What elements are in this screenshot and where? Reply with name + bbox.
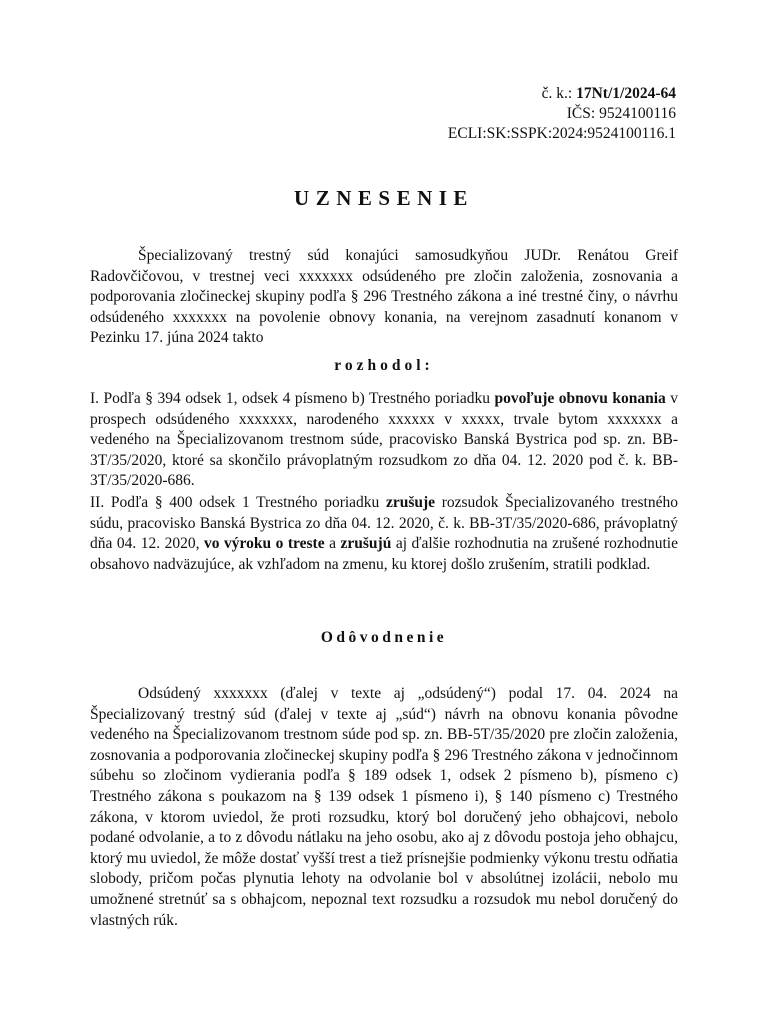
point1-text-a: I. Podľa § 394 odsek 1, odsek 4 písmeno b) Trestného poriadku	[90, 390, 495, 407]
decision-point-1	[90, 389, 678, 492]
point2-bold-a: zrušuje	[385, 494, 436, 511]
case-number: 17Nt/1/2024-64	[576, 85, 676, 102]
point1-text-b: v prospech odsúdeného xxxxxxx, narodeného xxxxxx v xxxxx, trvale bytom xxxxxxx a vedeného na Špecializovanom trestnom súde, pracovisko Banská Bystrica pod sp. zn. BB-3T/35/2020, ktoré sa skončilo právoplatným rozsudkom zo dňa 04. 12. 2020 pod č. k. BB-3T/35/2020-686.	[90, 390, 679, 490]
reasoning-paragraph: Odsúdený xxxxxxx (ďalej v texte aj „odsúdený“) podal 17. 04. 2024 na Špecializovaný trestný súd (ďalej v texte aj „súd“) návrh na obnovu konania pôvodne vedeného na Špecializovanom trestnom súde pod sp. zn. BB-5T/35/2020 pre zločin založenia, zosnovania a podporovania zločineckej skupiny podľa § 296 Trestného zákona v jednočinnom súbehu so zločinom vydierania podľa § 189 odsek 1, odsek 2 písmeno b), písmeno c) Trestného zákona s poukazom na § 139 odsek 1 písmeno i), § 140 písmeno c) Trestného zákona, v ktorom uviedol, že proti rozsudku, ktorý bol doručený jeho obhajcovi, nebolo podané odvolanie, a to z dôvodu nátlaku na jeho osobu, ako aj z dôvodu postoja jeho obhajcu, ktorý mu uviedol, že môže dostať vyšší trest a tiež prísnejšie podmienky výkonu trestu odňatia slobody, pričom počas plynutia lehoty na odvolanie bol v absolútnej izolácii, nebolo mu umožnené stretnúť sa s obhajcom, nepoznal text rozsudku a rozsudok mu nebol doručený do vlastných rúk.	[90, 685, 678, 929]
reasoning-heading: Odôvodnenie	[320, 629, 448, 646]
document-title: UZNESENIE	[294, 186, 474, 210]
point2-bold-b: vo výroku o treste	[204, 535, 325, 553]
decision-heading: rozhodol:	[334, 357, 434, 374]
point1-bold-a: povoľuje obnovu konania	[494, 390, 666, 407]
point2-bold-c: zrušujú	[340, 535, 392, 553]
case-number-label: č. k.:	[541, 85, 573, 102]
case-number-line	[448, 84, 676, 104]
point2-text-a: II. Podľa § 400 odsek 1 Trestného poriadku	[90, 494, 386, 511]
point2-text-d: aj ďalšie rozhodnutia na zrušené rozhodnutie obsahovo nadväzujúce, ak vzhľadom na zmenu, ku ktorej došlo zrušením, stratili podklad.	[90, 535, 678, 573]
decision-point-2	[90, 493, 678, 575]
ics-number: IČS: 9524100116	[566, 105, 676, 122]
case-reference-block	[448, 84, 676, 144]
point2-text-c: a	[324, 535, 341, 553]
intro-paragraph: Špecializovaný trestný súd konajúci samosudkyňou JUDr. Renátou Greif Radovčičovou, v trestnej veci xxxxxxx odsúdeného pre zločin založenia, zosnovania a podporovania zločineckej skupiny podľa § 296 Trestného zákona a iné trestné činy, o návrhu odsúdeného xxxxxxx na povolenie obnovy konania, na verejnom zasadnutí konanom v Pezinku 17. júna 2024 takto	[90, 247, 678, 347]
point2-text-b: rozsudok Špecializovaného trestného súdu, pracovisko Banská Bystrica zo dňa 04. 12. 2020, č. k. BB-3T/35/2020-686, právoplatný dňa 04. 12. 2020,	[90, 494, 678, 553]
ecli-identifier: ECLI:SK:SSPK:2024:9524100116.1	[447, 125, 676, 142]
